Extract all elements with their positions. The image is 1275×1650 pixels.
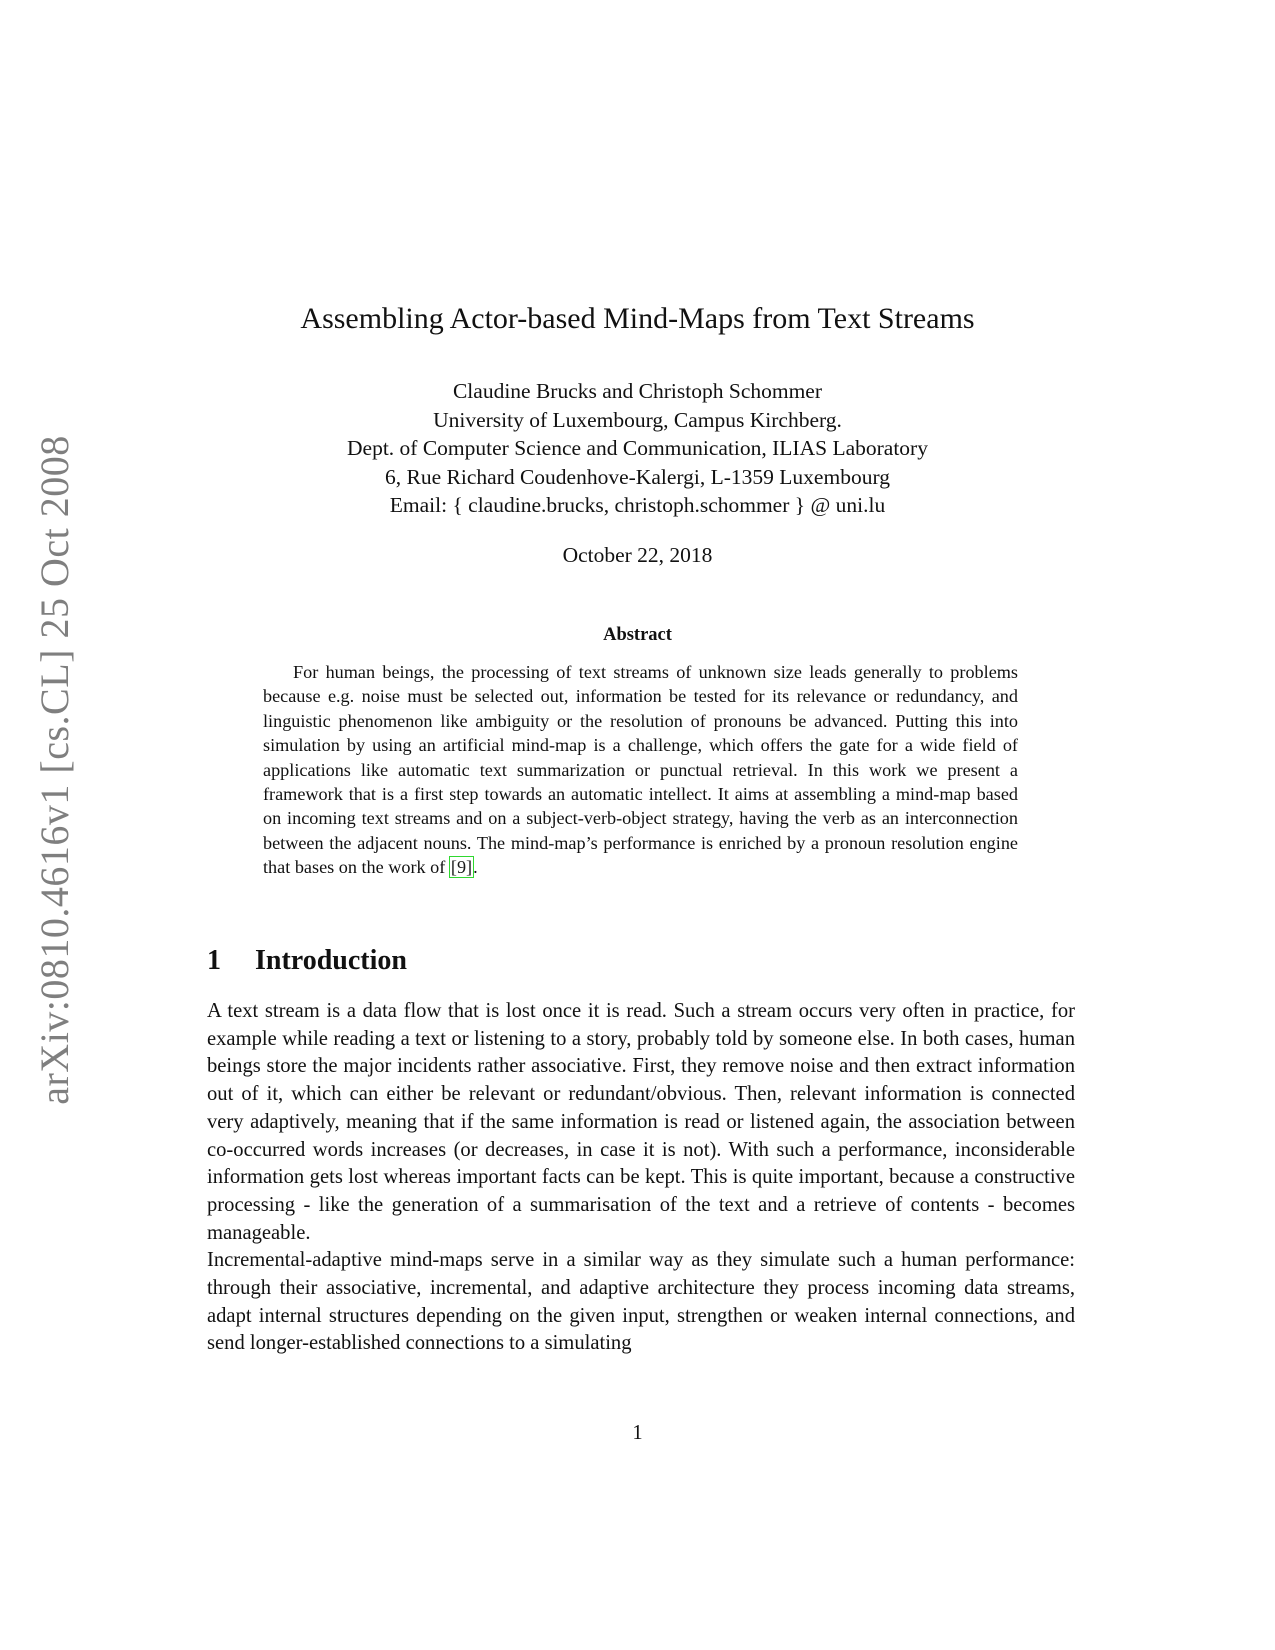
citation-link[interactable]: [9]	[450, 857, 473, 878]
author-names: Claudine Brucks and Christoph Schommer	[452, 379, 823, 403]
paragraph: A text stream is a data flow that is lost once it is read. Such a stream occurs very often in practice, for example while reading a text or listening to a story, probably told by someone else. In both cases, human beings store the major incidents rather associative. First, they remove noise and then extract information out of it, which can either be relevant or redundant/obvious. Then, relevant information is connected very adaptively, meaning that if the same information is read or listened again, the association between co-occurred words increases (or decreases, in case it is not). With such a performance, inconsiderable information gets lost whereas important facts can be kept. This is quite important, because a constructive processing - like the generation of a summarisation of the text and a retrieve of contents - becomes manageable.	[207, 1000, 1075, 1244]
section-number: 1	[207, 945, 221, 976]
paper-title: Assembling Actor-based Mind-Maps from Text Streams	[300, 302, 975, 335]
citation-number: 9	[456, 857, 467, 878]
affiliation-line: 6, Rue Richard Coudenhove-Kalergi, L-1359 Luxembourg	[385, 464, 890, 489]
section-heading	[207, 944, 1067, 978]
page-number: 1	[632, 1422, 643, 1444]
author-block	[0, 377, 1275, 520]
paragraph: Incremental-adaptive mind-maps serve in a similar way as they simulate such a human performance: through their associative, incremental, and adaptive architecture they process incoming data streams, adapt internal structures depending on the given input, strengthen or weaken internal connections, and send longer-established connections to a simulating	[207, 1249, 1075, 1355]
arxiv-identifier-stamp: arXiv:0810.4616v1 [cs.CL] 25 Oct 2008	[32, 435, 77, 1105]
section-title: Introduction	[255, 945, 407, 976]
affiliation-line: Dept. of Computer Science and Communication, ILIAS Laboratory	[347, 436, 928, 460]
abstract-text	[263, 660, 1018, 880]
email-line: Email: { claudine.brucks, christoph.schommer } @ uni.lu	[389, 493, 886, 517]
abstract-body-text: For human beings, the processing of text streams of unknown size leads generally to problems because e.g. noise must be selected out, information be tested for its relevance or redundancy, and linguistic phenomenon like ambiguity or the resolution of pronouns be advanced. Putting this into simulation by using an artificial mind-map is a challenge, which offers the gate for a wide field of applications like automatic text summarization or punctual retrieval. In this work we present a framework that is a first step towards an automatic intellect. It aims at assembling a mind-map based on incoming text streams and on a subject-verb-object strategy, having the verb as an interconnection between the adjacent nouns. The mind-map’s performance is enriched by a pronoun resolution engine that bases on the work of	[263, 662, 1018, 878]
abstract-heading: Abstract	[603, 625, 672, 645]
section-body	[207, 998, 1075, 1358]
paper-date: October 22, 2018	[562, 543, 713, 567]
affiliation-line: University of Luxembourg, Campus Kirchberg.	[433, 407, 842, 432]
abstract-end-punctuation: .	[473, 857, 478, 878]
